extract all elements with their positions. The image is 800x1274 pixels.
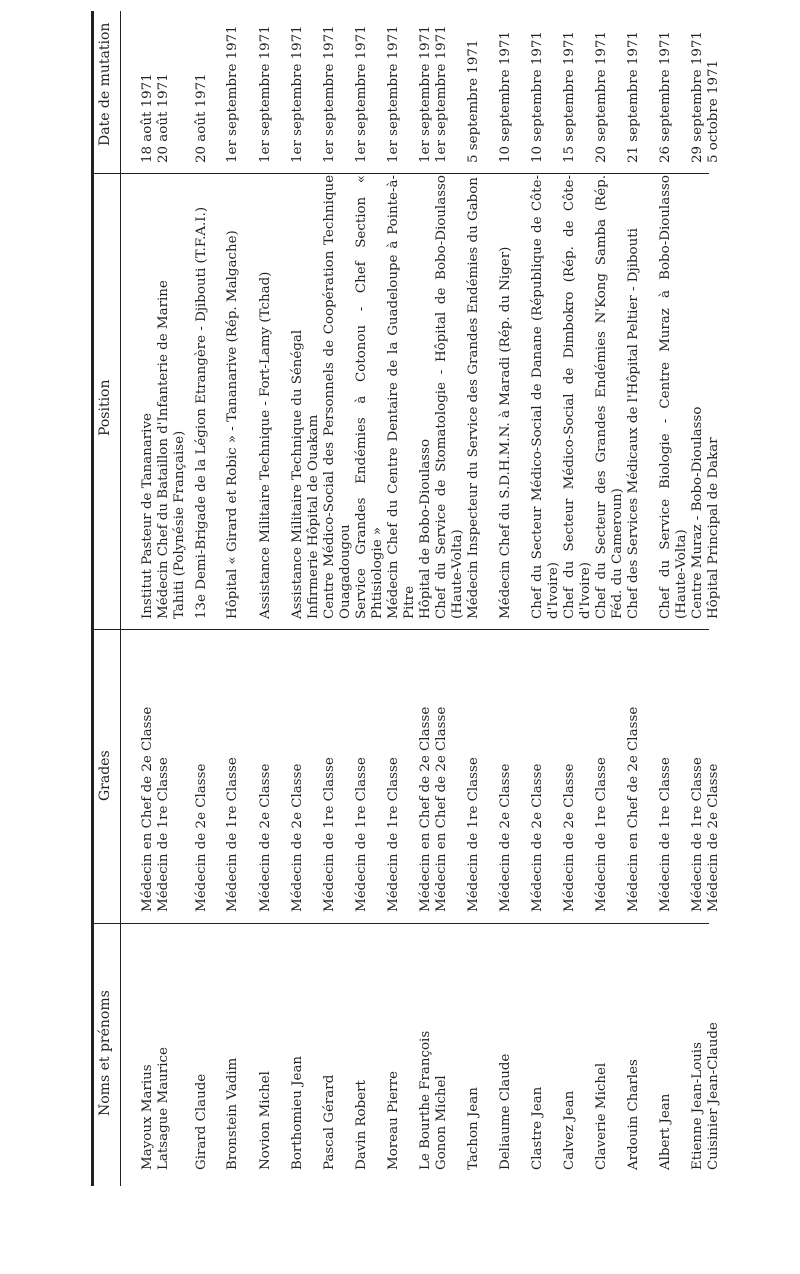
mutation-date: 1er septembre 1971 (225, 25, 240, 163)
grade-cell (418, 632, 450, 912)
position-cell (354, 175, 386, 619)
header-grades: Grades (97, 750, 113, 801)
position-text: Chef du Service de Stomatologie - Hôpital de Bobo-Dioulasso (Haute-Volta) (434, 175, 465, 619)
names-cell (354, 930, 370, 1170)
grade-cell (322, 632, 338, 912)
grade-cell (562, 632, 578, 912)
mutation-date: 1er septembre 1971 (290, 25, 305, 163)
grade-text: Médecin en Chef de 2e Classe (140, 706, 155, 912)
grade-cell (498, 632, 514, 912)
position-cell (290, 175, 322, 619)
column-divider (91, 629, 709, 630)
position-cell (594, 175, 626, 619)
mutation-date: 10 septembre 1971 (530, 31, 545, 163)
names-cell (658, 930, 674, 1170)
date-cell (386, 15, 402, 163)
position-cell (418, 175, 466, 619)
person-name: Moreau Pierre (386, 1071, 401, 1170)
date-cell (530, 15, 546, 163)
mutation-date: 5 octobre 1971 (706, 59, 721, 163)
position-text: Chef du Service Biologie - Centre Muraz à Bobo-Dioulasso (Haute-Volta) (658, 175, 689, 619)
names-cell (386, 930, 402, 1170)
position-text: Centre Muraz - Bobo-Dioulasso (690, 406, 705, 619)
mutation-date: 1er septembre 1971 (258, 25, 273, 163)
grade-cell (354, 632, 370, 912)
date-cell (418, 15, 450, 163)
grade-cell (626, 632, 642, 912)
mutation-date: 1er septembre 1971 (418, 25, 433, 163)
position-cell (562, 175, 594, 619)
position-cell (386, 175, 418, 619)
names-cell (626, 930, 642, 1170)
position-cell (658, 175, 690, 619)
date-cell (562, 15, 578, 163)
position-cell (690, 175, 722, 619)
date-cell (354, 15, 370, 163)
position-text: Médecin Chef du Bataillon d'Infanterie de Marine (156, 280, 171, 619)
position-text: Chef du Secteur Médico-Social de Danane (République de Côte-d'Ivoire) (530, 175, 561, 619)
position-text: Médecin Chef du S.D.H.M.N. à Maradi (Rép. du Niger) (498, 246, 513, 619)
grade-text: Médecin de 1re Classe (156, 757, 171, 912)
position-text: Hôpital « Girard et Robic » - Tananarive (Rép. Malgache) (225, 230, 240, 619)
position-text: 13e Demi-Brigade de la Légion Etrangère - Djibouti (T.F.A.I.) (194, 206, 209, 619)
person-name: Claverie Michel (594, 1062, 609, 1170)
grade-cell (530, 632, 546, 912)
person-name: Le Bourthe François (418, 1030, 433, 1170)
names-cell (690, 930, 722, 1170)
grade-text: Médecin de 2e Classe (194, 763, 209, 912)
position-cell (466, 175, 482, 619)
header-date: Date de mutation (97, 22, 113, 146)
person-name: Davin Robert (354, 1080, 369, 1170)
grade-text: Médecin en Chef de 2e Classe (418, 706, 433, 912)
grade-text: Médecin de 1re Classe (594, 757, 609, 912)
person-name: Cuisinier Jean-Claude (706, 1022, 721, 1170)
position-cell (498, 175, 514, 619)
position-cell (194, 175, 210, 619)
names-cell (594, 930, 610, 1170)
header-position: Position (97, 379, 113, 436)
mutation-date: 1er septembre 1971 (322, 25, 337, 163)
grade-text: Médecin de 1re Classe (322, 757, 337, 912)
mutation-date: 18 août 1971 (140, 73, 155, 163)
person-name: Girard Claude (194, 1073, 209, 1170)
position-cell (530, 175, 562, 619)
person-name: Pascal Gérard (322, 1074, 337, 1170)
grade-text: Médecin de 2e Classe (498, 763, 513, 912)
position-text: Chef du Secteur des Grandes Endémies N'Kong Samba (Rép. Féd. du Cameroun) (594, 175, 625, 619)
person-name: Clastre Jean (530, 1086, 545, 1170)
grade-text: Médecin en Chef de 2e Classe (434, 706, 449, 912)
date-cell (322, 15, 338, 163)
position-text: Hôpital de Bobo-Dioulasso (418, 438, 433, 619)
grade-cell (594, 632, 610, 912)
position-cell (140, 175, 188, 619)
grade-text: Médecin de 2e Classe (706, 763, 721, 912)
grade-text: Médecin de 1re Classe (225, 757, 240, 912)
grade-cell (658, 632, 674, 912)
grade-cell (386, 632, 402, 912)
date-cell (258, 15, 274, 163)
grade-text: Médecin de 2e Classe (530, 763, 545, 912)
grade-cell (466, 632, 482, 912)
person-name: Bronstein Vadim (225, 1057, 240, 1170)
person-name: Ardouin Charles (626, 1059, 641, 1170)
date-cell (690, 15, 722, 163)
date-cell (140, 15, 172, 163)
date-cell (594, 15, 610, 163)
position-text: Médecin Inspecteur du Service des Grandes Endémies du Gabon (466, 177, 481, 619)
names-cell (258, 930, 274, 1170)
position-cell (322, 175, 354, 619)
mutation-date: 15 septembre 1971 (562, 31, 577, 163)
table-top-rule (91, 11, 94, 1186)
date-cell (194, 15, 210, 163)
grade-cell (225, 632, 241, 912)
names-cell (530, 930, 546, 1170)
position-text: Assistance Militaire Technique - Fort-Lamy (Tchad) (258, 271, 273, 619)
grade-text: Médecin de 1re Classe (354, 757, 369, 912)
mutation-date: 29 septembre 1971 (690, 31, 705, 163)
position-text: Médecin Chef du Centre Dentaire de la Guadeloupe à Pointe-à-Pitre (386, 175, 417, 619)
grade-text: Médecin de 1re Classe (386, 757, 401, 912)
date-cell (658, 15, 674, 163)
position-text: Institut Pasteur de Tananarive (140, 413, 155, 619)
date-cell (225, 15, 241, 163)
mutation-date: 1er septembre 1971 (354, 25, 369, 163)
names-cell (225, 930, 241, 1170)
grade-text: Médecin de 2e Classe (290, 763, 305, 912)
header-names: Noms et prénoms (97, 990, 113, 1116)
grade-text: Médecin de 1re Classe (658, 757, 673, 912)
grade-text: Médecin de 1re Classe (466, 757, 481, 912)
person-name: Albert Jean (658, 1093, 673, 1170)
person-name: Deliaume Claude (498, 1053, 513, 1170)
column-divider (91, 173, 709, 174)
position-text: Hôpital Principal de Dakar (706, 437, 721, 619)
names-cell (290, 930, 306, 1170)
names-cell (322, 930, 338, 1170)
position-cell (225, 175, 241, 619)
date-cell (466, 15, 482, 163)
person-name: Gonon Michel (434, 1075, 449, 1170)
person-name: Etienne Jean-Louis (690, 1042, 705, 1170)
mutation-date: 21 septembre 1971 (626, 31, 641, 163)
grade-cell (258, 632, 274, 912)
date-cell (290, 15, 306, 163)
rotated-table (91, 11, 721, 1186)
position-cell (258, 175, 274, 619)
position-text: Service Grandes Endémies à Cotonou - Chef Section « Phtisiologie » (354, 175, 385, 619)
position-text: Assistance Militaire Technique du Sénégal (290, 329, 305, 619)
person-name: Tachon Jean (466, 1087, 481, 1170)
names-cell (498, 930, 514, 1170)
names-cell (418, 930, 450, 1170)
column-divider (91, 923, 709, 924)
mutation-date: 26 septembre 1971 (658, 31, 673, 163)
names-cell (194, 930, 210, 1170)
grade-cell (140, 632, 172, 912)
grade-text: Médecin de 2e Classe (562, 763, 577, 912)
grade-text: Médecin de 2e Classe (258, 763, 273, 912)
date-cell (626, 15, 642, 163)
person-name: Mayoux Marius (140, 1064, 155, 1170)
grade-cell (194, 632, 210, 912)
mutation-date: 20 août 1971 (194, 73, 209, 163)
person-name: Calvez Jean (562, 1090, 577, 1170)
grade-cell (290, 632, 306, 912)
mutation-date: 1er septembre 1971 (386, 25, 401, 163)
person-name: Borthomieu Jean (290, 1055, 305, 1170)
grade-text: Médecin de 1re Classe (690, 757, 705, 912)
table-header-rule (120, 11, 121, 1186)
grade-cell (690, 632, 722, 912)
position-cell (626, 175, 642, 619)
person-name: Latsague Maurice (156, 1047, 171, 1170)
mutation-date: 20 septembre 1971 (594, 31, 609, 163)
position-text: Chef du Secteur Médico-Social de Dimbokro (Rép. de Côte-d'Ivoire) (562, 175, 593, 619)
position-text: Chef des Services Médicaux de l'Hôpital Peltier - Djibouti (626, 228, 641, 619)
mutation-date: 5 septembre 1971 (466, 39, 481, 163)
person-name: Novion Michel (258, 1071, 273, 1170)
position-text: Tahiti (Polynésie Française) (172, 430, 187, 619)
names-cell (140, 930, 172, 1170)
names-cell (466, 930, 482, 1170)
mutation-date: 10 septembre 1971 (498, 31, 513, 163)
position-text: Centre Médico-Social des Personnels de Coopération Technique Ouagadougou (322, 175, 353, 619)
grade-text: Médecin en Chef de 2e Classe (626, 706, 641, 912)
position-text: Infirmerie Hôpital de Ouakam (306, 414, 321, 619)
mutation-date: 20 août 1971 (156, 73, 171, 163)
mutation-date: 1er septembre 1971 (434, 25, 449, 163)
date-cell (498, 15, 514, 163)
names-cell (562, 930, 578, 1170)
